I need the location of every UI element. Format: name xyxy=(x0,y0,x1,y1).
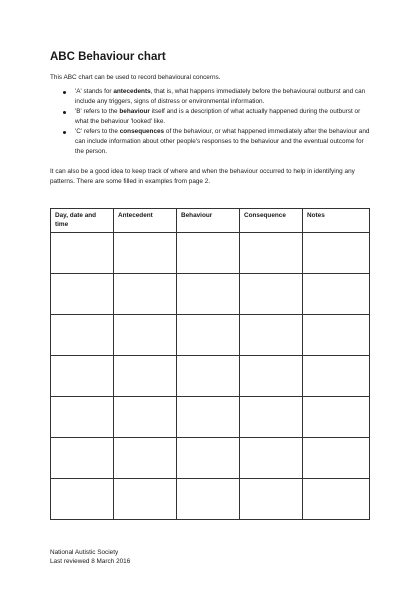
table-cell-day-date-time[interactable] xyxy=(51,397,114,438)
table-cell-antecedent[interactable] xyxy=(114,397,177,438)
bullet-prefix: 'A' stands for xyxy=(75,88,114,95)
bullet-keyword: behaviour xyxy=(119,108,150,115)
bullet-keyword: consequences xyxy=(119,128,165,135)
table-cell-antecedent[interactable] xyxy=(114,438,177,479)
table-cell-notes[interactable] xyxy=(303,397,370,438)
table-cell-behaviour[interactable] xyxy=(177,479,240,520)
page-title: ABC Behaviour chart xyxy=(50,51,166,63)
table-cell-consequence[interactable] xyxy=(240,274,303,315)
table-cell-day-date-time[interactable] xyxy=(51,274,114,315)
table-cell-antecedent[interactable] xyxy=(114,479,177,520)
table-cell-notes[interactable] xyxy=(303,315,370,356)
table-cell-behaviour[interactable] xyxy=(177,233,240,274)
table-cell-antecedent[interactable] xyxy=(114,356,177,397)
column-header-notes: Notes xyxy=(303,209,370,233)
table-cell-notes[interactable] xyxy=(303,356,370,397)
followup-text: It can also be a good idea to keep track of where and when the behaviour occurred to help in identifying any patterns. There are some filled in examples from page 2. xyxy=(50,168,355,185)
table-cell-antecedent[interactable] xyxy=(114,233,177,274)
table-cell-day-date-time[interactable] xyxy=(51,438,114,479)
table-row xyxy=(51,315,370,356)
table-cell-consequence[interactable] xyxy=(240,479,303,520)
table-cell-notes[interactable] xyxy=(303,438,370,479)
footer xyxy=(50,548,130,566)
abc-chart-table xyxy=(50,208,370,520)
table-cell-consequence[interactable] xyxy=(240,315,303,356)
table-row xyxy=(51,438,370,479)
list-item-consequence xyxy=(50,127,370,157)
table-row xyxy=(51,356,370,397)
bullet-suffix: of the behaviour, or what happened immediately after the behaviour and can include information about other people's responses to the behaviour and the eventual outcome for the person. xyxy=(75,128,370,155)
table-cell-day-date-time[interactable] xyxy=(51,479,114,520)
column-header-day-date-time: Day, date and time xyxy=(51,209,114,233)
table-cell-consequence[interactable] xyxy=(240,356,303,397)
table-header-row xyxy=(51,209,370,233)
footer-reviewed-date: Last reviewed 8 March 2016 xyxy=(50,558,131,565)
table-cell-consequence[interactable] xyxy=(240,438,303,479)
table-cell-behaviour[interactable] xyxy=(177,438,240,479)
table-cell-antecedent[interactable] xyxy=(114,274,177,315)
bullet-keyword: antecedents xyxy=(113,88,151,95)
table-cell-notes[interactable] xyxy=(303,479,370,520)
abc-definitions-list xyxy=(50,87,370,157)
table-cell-notes[interactable] xyxy=(303,233,370,274)
table-cell-consequence[interactable] xyxy=(240,233,303,274)
table-row xyxy=(51,397,370,438)
table-cell-day-date-time[interactable] xyxy=(51,356,114,397)
table-row xyxy=(51,233,370,274)
table-cell-day-date-time[interactable] xyxy=(51,315,114,356)
intro-text: This ABC chart can be used to record behavioural concerns. xyxy=(50,74,221,81)
table-row xyxy=(51,274,370,315)
table-cell-consequence[interactable] xyxy=(240,397,303,438)
table-cell-behaviour[interactable] xyxy=(177,356,240,397)
table-row xyxy=(51,479,370,520)
list-item-antecedent xyxy=(50,87,370,107)
column-header-behaviour: Behaviour xyxy=(177,209,240,233)
table-cell-antecedent[interactable] xyxy=(114,315,177,356)
table-cell-notes[interactable] xyxy=(303,274,370,315)
column-header-antecedent: Antecedent xyxy=(114,209,177,233)
table-cell-behaviour[interactable] xyxy=(177,397,240,438)
footer-organisation: National Autistic Society xyxy=(50,549,119,556)
list-item-behaviour xyxy=(50,107,370,127)
table-cell-behaviour[interactable] xyxy=(177,315,240,356)
bullet-suffix: itself and is a description of what actually happened during the outburst or what the behaviour 'looked' like. xyxy=(75,108,361,125)
bullet-prefix: 'B' refers to the xyxy=(75,108,120,115)
bullet-suffix: , that is, what happens immediately before the behavioural outburst and can include any triggers, signs of distress or environmental information. xyxy=(75,88,366,105)
table-cell-behaviour[interactable] xyxy=(177,274,240,315)
table-body xyxy=(51,233,370,520)
table-cell-day-date-time[interactable] xyxy=(51,233,114,274)
bullet-prefix: 'C' refers to the xyxy=(75,128,120,135)
column-header-consequence: Consequence xyxy=(240,209,303,233)
